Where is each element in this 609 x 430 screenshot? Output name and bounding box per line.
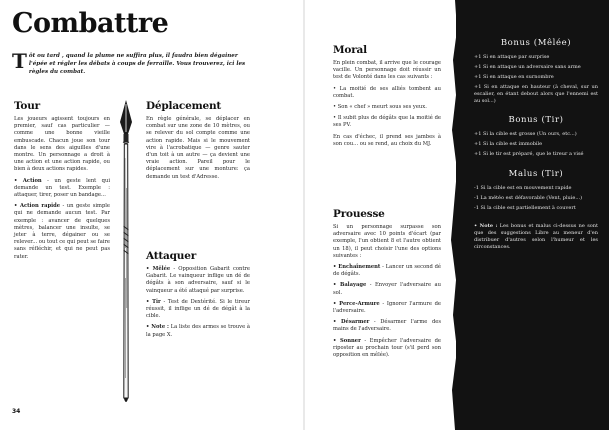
intro-dropcap: T — [12, 49, 27, 73]
spear-illustration — [108, 98, 144, 410]
attaquer-heading: Attaquer — [146, 250, 197, 262]
section-tour — [14, 100, 110, 265]
sidebar-spacer — [474, 215, 598, 223]
attaquer-item-text: La liste des armes se trouve à la page X. — [146, 324, 250, 338]
deplacement-paragraph: En règle générale, se déplacer en combat sur une zone de 10 mètres, ou se relever du sol compte comme une action rapide. Mais si le mouvement vire à l'acrobatique — genre sauter d'un toit à un autre — ça devient une vraie action. Pareil pour le déplacement sur une monture: ça demande un test d'Adresse. — [146, 116, 250, 180]
section-deplacement — [146, 100, 250, 185]
section-attaquer — [146, 250, 250, 343]
bonus-melee-item: +1 Si en attaque un adversaire sans arme — [474, 63, 581, 70]
moral-heading: Moral — [333, 44, 367, 56]
prouesse-item-term: • Sonner — [333, 337, 361, 344]
malus-tir-heading: Malus (Tir) — [508, 169, 564, 180]
attaquer-item-melee — [146, 266, 250, 295]
tour-item-term: • Action rapide — [14, 203, 61, 210]
tour-paragraph: Les joueurs agissent toujours en premier, sauf cas particulier — comme une bonne vieille embuscade. Chacun joue son tour dans le sens des aiguilles d'une montre. Un personnage a droit à une action et une action rapide, ou bien à deux actions rapides. — [14, 116, 110, 173]
tour-item-term: • Action — [14, 177, 42, 184]
prouesse-item-term: • Perce-Armure — [333, 300, 380, 307]
deplacement-heading: Déplacement — [146, 100, 222, 112]
attaquer-item-term: • Mêlée — [146, 266, 171, 272]
bonus-tir-item: +1 Si la cible est grosse (Un ours, etc...) — [474, 131, 577, 138]
bonus-tir-item: +1 Si la cible est immobile — [474, 141, 543, 148]
section-moral — [333, 44, 441, 152]
bonus-melee-heading: Bonus (Mêlée) — [500, 38, 572, 48]
attaquer-item-tir — [146, 299, 250, 321]
page-fold — [303, 0, 305, 430]
malus-tir-item: -1 Si la cible est en mouvement rapide — [474, 185, 572, 192]
attaquer-item-note — [146, 324, 250, 338]
moral-paragraph: En plein combat, il arrive que le courage vacille. Un personnage doit réussir un test de Volonté dans les cas suivants : — [333, 60, 441, 81]
page-title: Combattre — [12, 8, 169, 39]
sidebar-content — [474, 38, 598, 254]
tour-item-action — [14, 178, 110, 200]
sidebar-note — [474, 223, 598, 251]
prouesse-item-term: • Enchaînement — [333, 264, 381, 271]
attaquer-item-term: • Tir — [146, 298, 161, 305]
moral-item: • Il subit plus de dégâts que la moitié de ses PV. — [333, 115, 441, 129]
bonus-melee-item: +1 Si en attaque par surprise — [474, 54, 550, 60]
prouesse-item-text: - Empêcher l'adversaire de riposter au prochain tour (s'il perd son opposition en mêlée). — [333, 337, 441, 359]
tour-item-action-rapide — [14, 203, 110, 261]
tour-heading: Tour — [14, 100, 40, 112]
sidebar-spacer — [474, 161, 598, 169]
malus-tir-item: -1 La météo est défavorable (Vent, pluie...) — [474, 195, 583, 202]
prouesse-item-sonner — [333, 338, 441, 360]
moral-closing: En cas d'échec, il prend ses jambes à son cou... ou se rend, au choix du MJ. — [333, 133, 441, 147]
prouesse-item-term: • Désarmer — [333, 319, 370, 326]
intro-paragraph — [12, 49, 252, 76]
rules-sidebar — [456, 0, 609, 430]
prouesse-heading: Prouesse — [333, 208, 385, 220]
bonus-tir-heading: Bonus (Tir) — [508, 115, 564, 126]
prouesse-item-perce-armure — [333, 301, 441, 315]
tour-item-text: - un geste simple qui ne demande aucun test. Par exemple : avancer de quelques mètres, balancer une insulte, se jeter à terre, dégainer ou se relever... ou tout ce qui peut se faire sans réfléchir, et qui ne peut pas rater. — [14, 203, 110, 260]
prouesse-paragraph: Si un personnage surpasse son adversaire avec 10 points d'écart (par exemple, l'un obtient 8 et l'autre obtient un 18), il peut choisir l'une des options suivantes : — [333, 224, 441, 259]
prouesse-item-desarmer — [333, 319, 441, 333]
prouesse-item-text: - Envoyer l'adversaire au sol. — [333, 282, 441, 296]
moral-item: • La moitié de ses alliés tombent au combat. — [333, 85, 441, 99]
bonus-melee-item: +1 Si en attaque en hauteur (à cheval, sur un escalier, en étant debout alors que l'ennemi est au sol...) — [474, 83, 598, 104]
attaquer-item-text: - Test de Dextérité. Si le tireur réussit, il inflige un dé de dégât à la cible. — [146, 298, 250, 320]
prouesse-item-text: - Ignorer l'armure de l'adversaire. — [333, 300, 441, 315]
prouesse-item-text: - Lancer un second dé de dégâts. — [333, 264, 441, 278]
attaquer-item-text: - Opposition Gabarit contre Gabarit. Le vainqueur inflige un dé de dégâts à son adversaire, sauf si le vainqueur a été attaqué par surprise. — [146, 266, 250, 294]
sidebar-brush-edge — [449, 0, 461, 430]
attaquer-item-term: • Note : — [146, 324, 169, 331]
prouesse-item-term: • Balayage — [333, 282, 367, 289]
intro-text: ôt ou tard , quand la plume ne suffira plus, il faudra bien dégainer l'épée et régler les débats à coups de ferraille. Vous trouverez, ici les règles du combat. — [28, 53, 246, 75]
prouesse-item-balayage — [333, 282, 441, 296]
prouesse-item-text: - Désarmer l'arme des mains de l'adversaire. — [333, 319, 441, 333]
sidebar-note-text: Les bonus et malus ci-dessus ne sont que des suggestions Libre au meneur d'en distribuer d'autres selon l'humeur et les circonstances. — [474, 222, 598, 250]
prouesse-item-enchainement — [333, 264, 441, 278]
page-number: 34 — [12, 408, 21, 415]
sidebar-note-term: • Note : — [474, 222, 498, 229]
bonus-melee-item: +1 Si en attaque en surnombre — [474, 73, 554, 80]
section-prouesse — [333, 208, 441, 363]
moral-item: • Son « chef » meurt sous ses yeux. — [333, 104, 427, 111]
malus-tir-item: -1 Si la cible est partiellement à couvert — [474, 204, 576, 211]
bonus-tir-item: +1 Si le tir est préparé, que le tireur a visé — [474, 151, 584, 158]
tour-item-text: - un geste lent qui demande un test. Exemple : attaquer, tirer, poser un bandage... — [14, 177, 110, 199]
